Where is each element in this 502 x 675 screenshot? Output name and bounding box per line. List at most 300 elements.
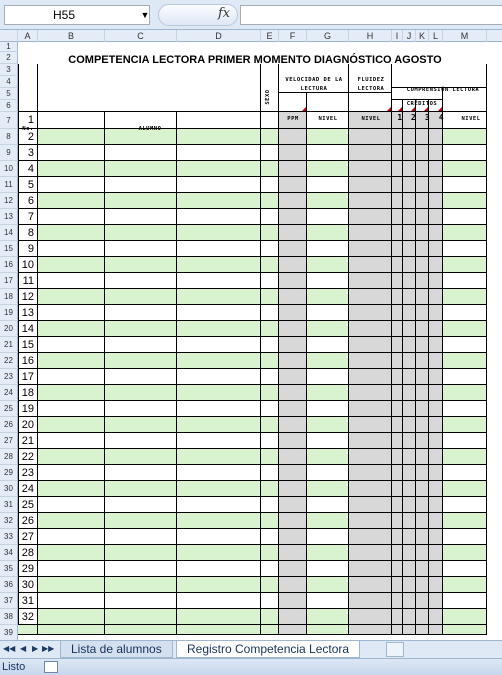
- row-header[interactable]: 29: [0, 465, 18, 481]
- student-number-cell[interactable]: 30: [18, 577, 38, 593]
- credito-cell[interactable]: [403, 161, 416, 177]
- credito-cell[interactable]: [429, 337, 443, 353]
- credito-cell[interactable]: [416, 193, 429, 209]
- student-number-cell[interactable]: 13: [18, 305, 38, 321]
- ppm-cell[interactable]: [279, 513, 307, 529]
- nivel-comprension-cell[interactable]: [443, 225, 487, 241]
- credito-cell[interactable]: [403, 497, 416, 513]
- student-name-cell[interactable]: [105, 433, 177, 449]
- credito-cell[interactable]: [429, 417, 443, 433]
- student-name-cell[interactable]: [105, 529, 177, 545]
- sexo-cell[interactable]: [261, 257, 279, 273]
- student-number-cell[interactable]: 31: [18, 593, 38, 609]
- row-header[interactable]: 9: [0, 145, 18, 161]
- student-name-cell[interactable]: [105, 401, 177, 417]
- credito-cell[interactable]: [429, 385, 443, 401]
- student-name-cell[interactable]: [105, 449, 177, 465]
- credito-cell[interactable]: [429, 257, 443, 273]
- partial-row-cell[interactable]: [279, 625, 307, 635]
- sexo-cell[interactable]: [261, 513, 279, 529]
- nivel-fluidez-cell[interactable]: [349, 417, 392, 433]
- nivel-velocidad-cell[interactable]: [307, 321, 349, 337]
- nivel-comprension-cell[interactable]: [443, 289, 487, 305]
- credito-cell[interactable]: [429, 497, 443, 513]
- credito-cell[interactable]: [429, 273, 443, 289]
- student-name-cell[interactable]: [105, 273, 177, 289]
- ppm-cell[interactable]: [279, 129, 307, 145]
- insert-function-icon[interactable]: fx: [218, 6, 231, 21]
- nivel-fluidez-cell[interactable]: [349, 289, 392, 305]
- student-name-cell[interactable]: [177, 401, 261, 417]
- nivel-velocidad-cell[interactable]: [307, 561, 349, 577]
- first-sheet-icon[interactable]: ◀◀: [3, 644, 16, 653]
- student-number-cell[interactable]: 22: [18, 449, 38, 465]
- sexo-cell[interactable]: [261, 337, 279, 353]
- sexo-cell[interactable]: [261, 353, 279, 369]
- nivel-fluidez-cell[interactable]: [349, 481, 392, 497]
- header-no-cell[interactable]: [18, 64, 38, 112]
- partial-row-cell[interactable]: [18, 625, 38, 635]
- sexo-cell[interactable]: [261, 561, 279, 577]
- student-number-cell[interactable]: 2: [18, 129, 38, 145]
- student-name-cell[interactable]: [38, 561, 105, 577]
- credito-cell[interactable]: [429, 481, 443, 497]
- sexo-cell[interactable]: [261, 129, 279, 145]
- student-name-cell[interactable]: [38, 513, 105, 529]
- credito-cell[interactable]: [392, 225, 403, 241]
- ppm-cell[interactable]: [279, 193, 307, 209]
- credito-cell[interactable]: [416, 289, 429, 305]
- student-name-cell[interactable]: [105, 209, 177, 225]
- credito-cell[interactable]: [403, 145, 416, 161]
- partial-row-cell[interactable]: [105, 625, 177, 635]
- student-number-cell[interactable]: 9: [18, 241, 38, 257]
- credito-cell[interactable]: [416, 145, 429, 161]
- credito-cell[interactable]: [416, 481, 429, 497]
- nivel-comprension-cell[interactable]: [443, 145, 487, 161]
- student-name-cell[interactable]: [177, 161, 261, 177]
- student-name-cell[interactable]: [177, 609, 261, 625]
- ppm-cell[interactable]: [279, 225, 307, 241]
- row-header[interactable]: 38: [0, 609, 18, 625]
- student-name-cell[interactable]: [177, 353, 261, 369]
- sexo-cell[interactable]: [261, 497, 279, 513]
- student-number-cell[interactable]: 18: [18, 385, 38, 401]
- ppm-cell[interactable]: [279, 577, 307, 593]
- comment-indicator-icon[interactable]: [387, 107, 391, 111]
- nivel-fluidez-cell[interactable]: [349, 609, 392, 625]
- student-name-cell[interactable]: [177, 385, 261, 401]
- nivel-fluidez-cell[interactable]: [349, 385, 392, 401]
- student-name-cell[interactable]: [177, 449, 261, 465]
- student-name-cell[interactable]: [38, 497, 105, 513]
- nivel-velocidad-cell[interactable]: [307, 385, 349, 401]
- student-number-cell[interactable]: 16: [18, 353, 38, 369]
- nivel-fluidez-cell[interactable]: [349, 145, 392, 161]
- nivel-comprension-cell[interactable]: [443, 241, 487, 257]
- credito-cell[interactable]: [416, 497, 429, 513]
- credito-cell[interactable]: [403, 465, 416, 481]
- credito-cell[interactable]: [392, 577, 403, 593]
- column-header[interactable]: E: [261, 30, 279, 42]
- credito-cell[interactable]: [392, 369, 403, 385]
- credito-cell[interactable]: [403, 449, 416, 465]
- credito-cell[interactable]: [392, 529, 403, 545]
- student-name-cell[interactable]: [105, 561, 177, 577]
- column-header[interactable]: F: [279, 30, 307, 42]
- nivel-fluidez-cell[interactable]: [349, 353, 392, 369]
- student-name-cell[interactable]: [38, 449, 105, 465]
- nivel-velocidad-cell[interactable]: [307, 257, 349, 273]
- nivel-comprension-cell[interactable]: [443, 161, 487, 177]
- sexo-cell[interactable]: [261, 545, 279, 561]
- row-header[interactable]: 27: [0, 433, 18, 449]
- nivel-fluidez-cell[interactable]: [349, 433, 392, 449]
- ppm-cell[interactable]: [279, 273, 307, 289]
- student-name-cell[interactable]: [38, 609, 105, 625]
- nivel-comprension-cell[interactable]: [443, 177, 487, 193]
- credito-cell[interactable]: [392, 561, 403, 577]
- row-header[interactable]: 31: [0, 497, 18, 513]
- sexo-cell[interactable]: [261, 289, 279, 305]
- credito-cell[interactable]: [416, 561, 429, 577]
- row-header[interactable]: 36: [0, 577, 18, 593]
- nivel-velocidad-cell[interactable]: [307, 577, 349, 593]
- student-number-cell[interactable]: 5: [18, 177, 38, 193]
- column-header[interactable]: H: [349, 30, 392, 42]
- nivel-fluidez-cell[interactable]: [349, 513, 392, 529]
- row-header[interactable]: 30: [0, 481, 18, 497]
- partial-row-cell[interactable]: [177, 625, 261, 635]
- credito-cell[interactable]: [416, 385, 429, 401]
- ppm-cell[interactable]: [279, 609, 307, 625]
- credito-cell[interactable]: [429, 177, 443, 193]
- row-header[interactable]: 21: [0, 337, 18, 353]
- student-name-cell[interactable]: [177, 545, 261, 561]
- credito-cell[interactable]: [392, 193, 403, 209]
- nivel-velocidad-cell[interactable]: [307, 225, 349, 241]
- student-name-cell[interactable]: [105, 417, 177, 433]
- credito-cell[interactable]: [416, 161, 429, 177]
- credito-cell[interactable]: [416, 209, 429, 225]
- sexo-cell[interactable]: [261, 577, 279, 593]
- student-name-cell[interactable]: [105, 145, 177, 161]
- nivel-comprension-cell[interactable]: [443, 561, 487, 577]
- column-header[interactable]: I: [392, 30, 403, 42]
- formula-input[interactable]: [240, 5, 502, 25]
- column-header[interactable]: B: [38, 30, 105, 42]
- sexo-cell[interactable]: [261, 385, 279, 401]
- comment-indicator-icon[interactable]: [398, 107, 402, 111]
- sexo-cell[interactable]: [261, 465, 279, 481]
- ppm-cell[interactable]: [279, 177, 307, 193]
- nivel-velocidad-cell[interactable]: [307, 129, 349, 145]
- credito-cell[interactable]: [429, 577, 443, 593]
- nivel-comprension-cell[interactable]: [443, 609, 487, 625]
- nivel-fluidez-cell[interactable]: [349, 129, 392, 145]
- student-name-cell[interactable]: [105, 161, 177, 177]
- last-sheet-icon[interactable]: ▶▶: [42, 644, 55, 653]
- partial-row-cell[interactable]: [416, 625, 429, 635]
- student-number-cell[interactable]: 14: [18, 321, 38, 337]
- header-nivel-g-cell[interactable]: [307, 93, 349, 112]
- credito-cell[interactable]: [403, 321, 416, 337]
- credito-cell[interactable]: [392, 481, 403, 497]
- student-name-cell[interactable]: [38, 145, 105, 161]
- partial-row-cell[interactable]: [261, 625, 279, 635]
- credito-cell[interactable]: [416, 529, 429, 545]
- student-name-cell[interactable]: [38, 161, 105, 177]
- ppm-cell[interactable]: [279, 561, 307, 577]
- nivel-velocidad-cell[interactable]: [307, 465, 349, 481]
- nivel-fluidez-cell[interactable]: [349, 561, 392, 577]
- credito-cell[interactable]: [416, 609, 429, 625]
- credito-cell[interactable]: [429, 129, 443, 145]
- credito-cell[interactable]: [416, 545, 429, 561]
- credito-cell[interactable]: [392, 145, 403, 161]
- sexo-cell[interactable]: [261, 273, 279, 289]
- student-number-cell[interactable]: 3: [18, 145, 38, 161]
- credito-cell[interactable]: [429, 209, 443, 225]
- ppm-cell[interactable]: [279, 497, 307, 513]
- nivel-velocidad-cell[interactable]: [307, 241, 349, 257]
- credito-cell[interactable]: [403, 257, 416, 273]
- sexo-cell[interactable]: [261, 401, 279, 417]
- row-header[interactable]: 6: [0, 100, 18, 112]
- sexo-cell[interactable]: [261, 417, 279, 433]
- ppm-cell[interactable]: [279, 353, 307, 369]
- row-header[interactable]: 28: [0, 449, 18, 465]
- sexo-cell[interactable]: [261, 593, 279, 609]
- credito-cell[interactable]: [403, 529, 416, 545]
- tab-registro-competencia-lectora[interactable]: Registro Competencia Lectora: [176, 641, 360, 658]
- nivel-velocidad-cell[interactable]: [307, 513, 349, 529]
- student-number-cell[interactable]: 19: [18, 401, 38, 417]
- credito-cell[interactable]: [392, 465, 403, 481]
- credito-cell[interactable]: [403, 129, 416, 145]
- row-header[interactable]: 8: [0, 129, 18, 145]
- student-name-cell[interactable]: [38, 321, 105, 337]
- nivel-comprension-cell[interactable]: [443, 465, 487, 481]
- row-header[interactable]: 18: [0, 289, 18, 305]
- ppm-cell[interactable]: [279, 433, 307, 449]
- student-name-cell[interactable]: [38, 193, 105, 209]
- credito-cell[interactable]: [416, 449, 429, 465]
- nivel-fluidez-cell[interactable]: [349, 401, 392, 417]
- nivel-comprension-cell[interactable]: [443, 449, 487, 465]
- student-name-cell[interactable]: [38, 577, 105, 593]
- credito-cell[interactable]: [392, 161, 403, 177]
- sexo-cell[interactable]: [261, 209, 279, 225]
- student-name-cell[interactable]: [38, 273, 105, 289]
- credito-cell[interactable]: [403, 593, 416, 609]
- row-header[interactable]: 34: [0, 545, 18, 561]
- student-name-cell[interactable]: [177, 321, 261, 337]
- row-header[interactable]: 16: [0, 257, 18, 273]
- comment-indicator-icon[interactable]: [302, 107, 306, 111]
- nivel-comprension-cell[interactable]: [443, 369, 487, 385]
- ppm-cell[interactable]: [279, 465, 307, 481]
- ppm-cell[interactable]: [279, 321, 307, 337]
- student-name-cell[interactable]: [38, 529, 105, 545]
- student-name-cell[interactable]: [38, 225, 105, 241]
- nivel-fluidez-cell[interactable]: [349, 241, 392, 257]
- nivel-velocidad-cell[interactable]: [307, 145, 349, 161]
- ppm-cell[interactable]: [279, 337, 307, 353]
- student-name-cell[interactable]: [105, 545, 177, 561]
- row-header[interactable]: 5: [0, 88, 18, 100]
- nivel-velocidad-cell[interactable]: [307, 369, 349, 385]
- row-header[interactable]: 20: [0, 321, 18, 337]
- credito-cell[interactable]: [429, 321, 443, 337]
- student-number-cell[interactable]: 17: [18, 369, 38, 385]
- student-name-cell[interactable]: [177, 177, 261, 193]
- credito-cell[interactable]: [392, 321, 403, 337]
- name-box-dropdown-icon[interactable]: ▼: [140, 10, 150, 20]
- student-number-cell[interactable]: 11: [18, 273, 38, 289]
- credito-cell[interactable]: [429, 545, 443, 561]
- student-number-cell[interactable]: 24: [18, 481, 38, 497]
- nivel-comprension-cell[interactable]: [443, 481, 487, 497]
- row-header[interactable]: 23: [0, 369, 18, 385]
- student-name-cell[interactable]: [38, 545, 105, 561]
- nivel-velocidad-cell[interactable]: [307, 401, 349, 417]
- nivel-comprension-cell[interactable]: [443, 129, 487, 145]
- student-name-cell[interactable]: [105, 321, 177, 337]
- credito-cell[interactable]: [416, 465, 429, 481]
- nivel-comprension-cell[interactable]: [443, 209, 487, 225]
- credito-cell[interactable]: [392, 273, 403, 289]
- column-header[interactable]: C: [105, 30, 177, 42]
- student-name-cell[interactable]: [177, 369, 261, 385]
- student-name-cell[interactable]: [38, 481, 105, 497]
- nivel-comprension-cell[interactable]: [443, 273, 487, 289]
- student-name-cell[interactable]: [177, 513, 261, 529]
- nivel-fluidez-cell[interactable]: [349, 273, 392, 289]
- nivel-velocidad-cell[interactable]: [307, 545, 349, 561]
- row-header[interactable]: 22: [0, 353, 18, 369]
- sexo-cell[interactable]: [261, 161, 279, 177]
- sexo-cell[interactable]: [261, 193, 279, 209]
- ppm-cell[interactable]: [279, 385, 307, 401]
- sexo-cell[interactable]: [261, 177, 279, 193]
- credito-cell[interactable]: [416, 369, 429, 385]
- student-number-cell[interactable]: 32: [18, 609, 38, 625]
- student-name-cell[interactable]: [38, 593, 105, 609]
- student-name-cell[interactable]: [177, 593, 261, 609]
- credito-cell[interactable]: [403, 289, 416, 305]
- nivel-fluidez-cell[interactable]: [349, 161, 392, 177]
- student-number-cell[interactable]: 21: [18, 433, 38, 449]
- student-name-cell[interactable]: [177, 305, 261, 321]
- nivel-fluidez-cell[interactable]: [349, 369, 392, 385]
- nivel-velocidad-cell[interactable]: [307, 193, 349, 209]
- nivel-fluidez-cell[interactable]: [349, 449, 392, 465]
- student-name-cell[interactable]: [105, 465, 177, 481]
- credito-cell[interactable]: [429, 609, 443, 625]
- student-number-cell[interactable]: 23: [18, 465, 38, 481]
- sexo-cell[interactable]: [261, 305, 279, 321]
- credito-cell[interactable]: [392, 417, 403, 433]
- student-name-cell[interactable]: [177, 577, 261, 593]
- nivel-comprension-cell[interactable]: [443, 513, 487, 529]
- student-name-cell[interactable]: [38, 369, 105, 385]
- prev-sheet-icon[interactable]: ◀: [20, 644, 27, 653]
- row-header[interactable]: 10: [0, 161, 18, 177]
- ppm-cell[interactable]: [279, 145, 307, 161]
- student-name-cell[interactable]: [177, 209, 261, 225]
- row-header[interactable]: 1: [0, 42, 18, 52]
- student-name-cell[interactable]: [177, 273, 261, 289]
- student-number-cell[interactable]: 4: [18, 161, 38, 177]
- partial-row-cell[interactable]: [403, 625, 416, 635]
- student-name-cell[interactable]: [177, 433, 261, 449]
- sexo-cell[interactable]: [261, 241, 279, 257]
- credito-cell[interactable]: [416, 305, 429, 321]
- nivel-comprension-cell[interactable]: [443, 545, 487, 561]
- ppm-cell[interactable]: [279, 593, 307, 609]
- student-name-cell[interactable]: [177, 145, 261, 161]
- credito-cell[interactable]: [416, 225, 429, 241]
- student-name-cell[interactable]: [38, 353, 105, 369]
- nivel-comprension-cell[interactable]: [443, 433, 487, 449]
- student-name-cell[interactable]: [38, 401, 105, 417]
- credito-cell[interactable]: [392, 305, 403, 321]
- credito-cell[interactable]: [416, 401, 429, 417]
- sexo-cell[interactable]: [261, 433, 279, 449]
- nivel-comprension-cell[interactable]: [443, 497, 487, 513]
- credito-cell[interactable]: [429, 465, 443, 481]
- student-name-cell[interactable]: [177, 529, 261, 545]
- nivel-fluidez-cell[interactable]: [349, 529, 392, 545]
- student-name-cell[interactable]: [177, 225, 261, 241]
- student-name-cell[interactable]: [105, 225, 177, 241]
- ppm-cell[interactable]: [279, 209, 307, 225]
- credito-cell[interactable]: [403, 385, 416, 401]
- credito-cell[interactable]: [429, 225, 443, 241]
- credito-cell[interactable]: [403, 577, 416, 593]
- row-header[interactable]: 2: [0, 52, 18, 64]
- row-header[interactable]: 3: [0, 64, 18, 76]
- student-name-cell[interactable]: [105, 305, 177, 321]
- student-name-cell[interactable]: [38, 241, 105, 257]
- credito-cell[interactable]: [392, 385, 403, 401]
- row-header[interactable]: 37: [0, 593, 18, 609]
- student-number-cell[interactable]: 29: [18, 561, 38, 577]
- column-header[interactable]: D: [177, 30, 261, 42]
- nivel-velocidad-cell[interactable]: [307, 449, 349, 465]
- credito-cell[interactable]: [392, 353, 403, 369]
- partial-row-cell[interactable]: [392, 625, 403, 635]
- nivel-velocidad-cell[interactable]: [307, 609, 349, 625]
- student-name-cell[interactable]: [105, 241, 177, 257]
- next-sheet-icon[interactable]: ▶: [32, 644, 39, 653]
- column-header[interactable]: A: [18, 30, 38, 42]
- credito-cell[interactable]: [392, 337, 403, 353]
- credito-cell[interactable]: [429, 561, 443, 577]
- nivel-velocidad-cell[interactable]: [307, 289, 349, 305]
- credito-cell[interactable]: [416, 513, 429, 529]
- sexo-cell[interactable]: [261, 449, 279, 465]
- credito-cell[interactable]: [429, 305, 443, 321]
- credito-cell[interactable]: [416, 241, 429, 257]
- row-header[interactable]: 25: [0, 401, 18, 417]
- ppm-cell[interactable]: [279, 289, 307, 305]
- partial-row-cell[interactable]: [429, 625, 443, 635]
- student-name-cell[interactable]: [177, 561, 261, 577]
- student-name-cell[interactable]: [177, 241, 261, 257]
- ppm-cell[interactable]: [279, 529, 307, 545]
